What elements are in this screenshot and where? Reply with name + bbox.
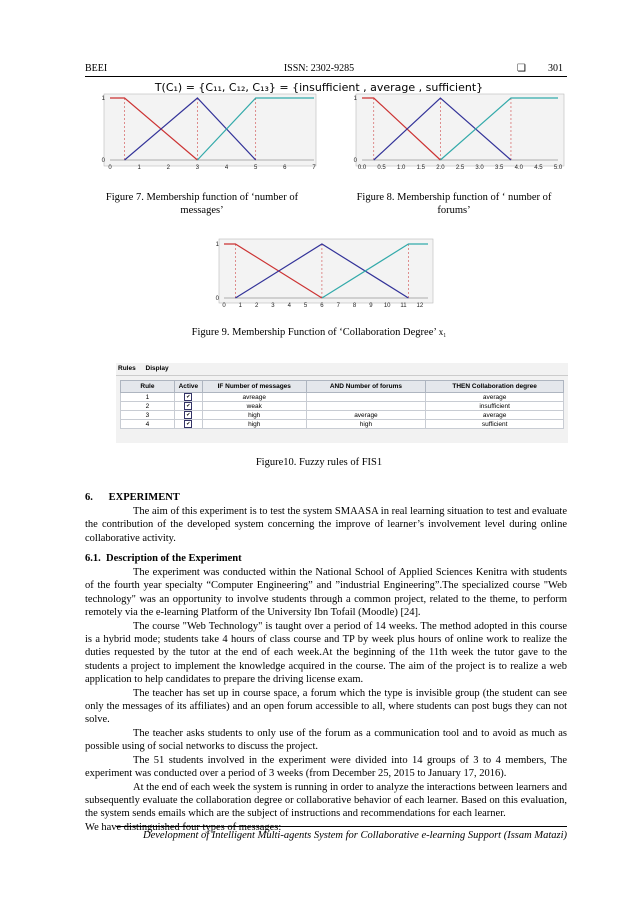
fig10-caption: Figure10. Fuzzy rules of FIS1: [255, 457, 383, 468]
if-messages-cell[interactable]: weak: [202, 402, 306, 411]
fig7-caption: [82, 191, 322, 217]
section-6-title: 6. EXPERIMENT: [85, 492, 180, 503]
x-tick-label: 5: [254, 165, 258, 171]
paragraph-last: We have distinguished four types of messages:: [85, 821, 282, 833]
fig7-plot-area: [101, 94, 316, 166]
table-row[interactable]: [121, 402, 564, 411]
x-tick-label: 3: [271, 303, 275, 309]
fig8-plot-area: [353, 94, 564, 166]
x-tick-label: 2.0: [436, 165, 445, 171]
x-tick-label: 0: [222, 303, 226, 309]
y-tick-label: 1: [101, 96, 105, 102]
x-tick-label: 2: [166, 165, 170, 171]
then-degree-cell[interactable]: average: [426, 411, 564, 420]
x-tick-label: 3: [195, 165, 200, 171]
x-tick-label: 4.0: [514, 165, 523, 171]
footer-text: Development of Intelligent Multi-agents System for Collaborative e-learning Support (Issam Matazi): [142, 830, 567, 841]
col-and-forums[interactable]: AND Number of forums: [306, 381, 426, 393]
paragraph-6: At the end of each week the system is running in order to analyze the interactions between learners and subsequently evaluate the collaboration degree or collaborative behavior of each learner. Based on this evaluation, the system sends emails which are the subject of instructions and recommendations for each learner.: [85, 781, 567, 820]
x-tick-label: 4: [224, 165, 229, 171]
x-tick-label: 1: [238, 303, 242, 309]
y-tick-label: 1: [353, 96, 357, 102]
paragraph-1: The experiment was conducted within the National School of Applied Sciences Kenitra with students of the fourth year specialty “Computer Engineering” and ”industrial Engineering”.The specialized course "Web technology" was an opportunity to involve students through a common project, related to the theme, to perform remotely via the e-learning Platform of the University Ibn Tofail (Moodle) [24].: [85, 567, 567, 619]
paragraph-3: The teacher has set up in course space, a forum which the type is invisible group (the student can see only the messages of its affiliates) and an open forum accessible to all, where students can post bugs they can not solve.: [85, 687, 567, 726]
paragraph-5: The 51 students involved in the experiment were divided into 14 groups of 3 to 4 members, The experiment was conducted over a period of 3 weeks (from December 25, 2015 to January 17, 2016).: [85, 754, 567, 780]
x-tick-label: 5: [303, 303, 308, 309]
fig8-caption-line1: Figure 8. Membership function of ‘ number of: [356, 192, 552, 203]
fig9-chart: [203, 236, 439, 316]
x-tick-label: 1: [137, 165, 141, 171]
and-forums-cell[interactable]: high: [306, 420, 426, 429]
fuzzy-rules-panel: [116, 363, 568, 443]
col-rule[interactable]: Rule: [121, 381, 175, 393]
active-checkbox[interactable]: ✔: [186, 394, 191, 400]
section-6-1-title: 6.1. Description of the Experiment: [85, 553, 242, 564]
menu-divider: [116, 375, 568, 376]
header-rule: [85, 76, 567, 77]
active-checkbox[interactable]: ✔: [186, 421, 191, 427]
table-row[interactable]: [121, 411, 564, 420]
paragraph-2: The course "Web Technology" is taught over a period of 14 weeks. The method adopted in this course is a hybrid mode; students take 4 hours of class course and TP by week plus hours of online work to realize the duties requested by the tutor at the end of each week.At the beginning of the 11th week the tutor gave to the students a project to implement the knowledge acquired in the course. The aim of the project is to realize a web application to help candidates to prepare the driving license exam.: [85, 620, 567, 686]
fig7-chart: [84, 90, 324, 182]
checkbox-icon: ❏: [517, 63, 526, 74]
rules-menu-display[interactable]: Display: [145, 365, 169, 372]
x-tick-label: 4.5: [534, 165, 543, 171]
rule-number: 3: [121, 411, 175, 420]
rule-number: 2: [121, 402, 175, 411]
section-6-body: [85, 505, 567, 545]
fig9-caption-text: Figure 9. Membership Function of ‘Collaboration Degree’: [191, 327, 437, 338]
then-degree-cell[interactable]: insufficient: [426, 402, 564, 411]
col-active[interactable]: Active: [174, 381, 202, 393]
paragraph-4: The teacher asks students to only use of the forum as a communication tool and to avoid as much as possible using of social networks to discuss the project.: [85, 727, 567, 753]
issn: ISSN: 2302-9285: [283, 63, 355, 74]
y-tick-label: 0: [215, 296, 219, 302]
fig9-caption: [0, 326, 638, 339]
table-row[interactable]: [121, 393, 564, 402]
x-tick-label: 4: [287, 303, 291, 309]
x-tick-label: 0.5: [377, 165, 386, 171]
footer-rule: [116, 826, 567, 827]
fig8-chart: [338, 90, 570, 182]
x-tick-label: 12: [416, 303, 424, 309]
x-tick-label: 10: [383, 303, 391, 309]
if-messages-cell[interactable]: avreage: [202, 393, 306, 402]
rule-number: 1: [121, 393, 175, 402]
and-forums-cell[interactable]: average: [306, 411, 426, 420]
fig7-caption-line1: Figure 7. Membership function of ‘number of: [105, 192, 299, 203]
x-tick-label: 11: [400, 303, 407, 309]
fig8-caption-line2: forums’: [437, 205, 471, 216]
x-tick-label: 3.0: [475, 165, 484, 171]
x-tick-label: 7: [336, 303, 340, 309]
section-6-paragraph: The aim of this experiment is to test the system SMAASA in real learning situation to test and evaluate the contribution of the developed system concerning the improve of learner’s involvement level during online collaborative activity.: [85, 506, 567, 544]
y-tick-label: 0: [101, 158, 105, 164]
x-tick-label: 2.5: [455, 165, 465, 171]
rules-table: [120, 380, 564, 429]
if-messages-cell[interactable]: high: [202, 420, 306, 429]
active-checkbox[interactable]: ✔: [186, 403, 191, 409]
then-degree-cell[interactable]: sufficient: [426, 420, 564, 429]
x-tick-label: 9: [369, 303, 373, 309]
x-tick-label: 7: [312, 165, 316, 171]
table-row[interactable]: [121, 420, 564, 429]
col-then-degree[interactable]: THEN Collaboration degree: [426, 381, 564, 393]
then-degree-cell[interactable]: average: [426, 393, 564, 402]
and-forums-cell[interactable]: [306, 393, 426, 402]
x-tick-label: 1.5: [416, 165, 425, 171]
x-tick-label: 6: [320, 303, 324, 309]
col-if-messages[interactable]: IF Number of messages: [202, 381, 306, 393]
fig8-caption: [336, 191, 572, 217]
page-number: 301: [548, 63, 563, 74]
x-tick-label: 5.0: [553, 165, 563, 171]
section-6-1-body: [85, 566, 567, 834]
x-tick-label: 0: [108, 165, 112, 171]
x-tick-label: 3.5: [495, 165, 504, 171]
x-tick-label: 8: [352, 303, 357, 309]
y-tick-label: 0: [353, 158, 357, 164]
if-messages-cell[interactable]: high: [202, 411, 306, 420]
rule-number: 4: [121, 420, 175, 429]
fig7-caption-line2: messages’: [180, 205, 224, 216]
journal-name: BEEI: [85, 63, 108, 74]
x-tick-label: 0.0: [357, 165, 367, 171]
x-tick-label: 2: [254, 303, 259, 309]
x-tick-label: 1.0: [397, 165, 406, 171]
x-tick-label: 6: [283, 165, 287, 171]
rules-menu-rules[interactable]: Rules: [118, 365, 136, 372]
rules-menu: [118, 365, 177, 372]
fig9-caption-var: x₁: [438, 327, 447, 337]
equation: T(C₁) = {C₁₁, C₁₂, C₁₃} = {insufficient , average , sufficient}: [154, 81, 484, 94]
active-checkbox[interactable]: ✔: [186, 412, 191, 418]
and-forums-cell[interactable]: [306, 402, 426, 411]
y-tick-label: 1: [215, 242, 219, 248]
